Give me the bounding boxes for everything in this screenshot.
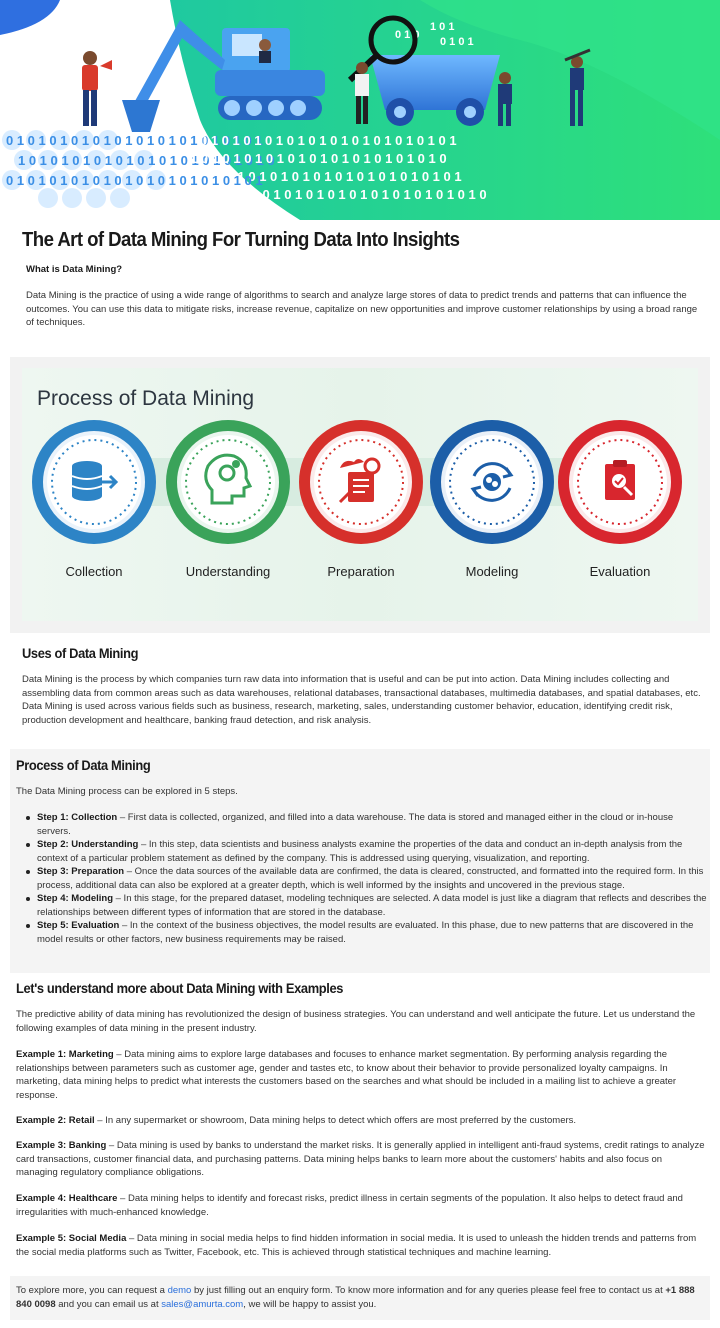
example-retail — [16, 1114, 706, 1128]
stage-label: Collection — [65, 564, 123, 579]
step-title: Step 2: Understanding — [37, 839, 139, 850]
svg-text:0 1 0 1 0 1 0 1 0 1 0 1 0 1 0: 0 1 0 1 0 1 0 1 0 1 0 1 0 1 0 1 0 1 0 1 0 1 0 1 — [6, 133, 263, 148]
stage-understanding — [166, 420, 290, 579]
list-item — [26, 892, 708, 919]
svg-text:0 1 0 1 0 1 0 1 0 1 0 1 0 1 0: 0 1 0 1 0 1 0 1 0 1 0 1 0 1 0 1 0 1 0 1 0 1 0 1 — [205, 169, 462, 184]
process-diagram — [22, 368, 698, 621]
contact-paragraph — [16, 1284, 704, 1311]
step-title: Step 5: Evaluation — [37, 920, 120, 931]
stage-collection — [32, 420, 156, 579]
list-item — [26, 919, 708, 946]
step-title: Step 4: Modeling — [37, 893, 113, 904]
process-steps-list — [26, 811, 708, 946]
step-title: Step 1: Collection — [37, 812, 118, 823]
list-item — [26, 811, 708, 838]
svg-text:0 1 0 1 0 1 0 1 0 1 0 1 0 1 0: 0 1 0 1 0 1 0 1 0 1 0 1 0 1 0 1 0 1 0 1 0 1 0 1 — [6, 173, 263, 188]
svg-text:1 0 1 0 1 0 1 0 1 0 1 0 1 0 1: 1 0 1 0 1 0 1 0 1 0 1 0 1 0 1 0 1 0 1 0 1 0 1 0 — [18, 153, 275, 168]
step-text: – Once the data sources of the available data are confirmed, the data is cleared, constructed, and formatted into the required form. In this process, additional data can also be explored at a greater depth, which is well informed by the insights and uncovered in the previous stage. — [37, 866, 704, 891]
step-text: – In this step, data scientists and business analysts examine the properties of the data and conduct an in-depth analysis from the context of a particular problem statement as defined by the company. This is addressed using querying, visualization, and reporting. — [37, 839, 683, 864]
contact-text: , we will be happy to assist you. — [243, 1298, 377, 1310]
hero-illustration — [0, 0, 720, 220]
what-is-heading: What is Data Mining? — [26, 264, 123, 275]
example-text: – Data mining helps to identify and forecast risks, predict illness in certain segments of the population. It also helps to detect fraud and irregularities with much-enhanced knowledge. — [16, 1193, 683, 1218]
checklist-magnifier-icon — [605, 460, 635, 500]
page-title: The Art of Data Mining For Turning Data Into Insights — [22, 229, 460, 251]
step-text: – In the context of the business objectives, the model results are evaluated. In this phase, due to new patterns that are discovered in the model results or other factors, new business requirements may be raised. — [37, 920, 694, 945]
example-title: Example 1: Marketing — [16, 1049, 114, 1060]
process-graphic — [22, 368, 698, 621]
examples-intro: The predictive ability of data mining has revolutionized the design of business strategies. You can understand and well anticipate the future. Let us understand the following examples of data mining in the present industry. — [16, 1009, 696, 1034]
examples-heading: Let's understand more about Data Mining with Examples — [16, 980, 344, 996]
graphic-title: Process of Data Mining — [37, 387, 255, 410]
example-text: – Data mining in social media helps to find hidden information in social media. It is used to unleash the hidden trends and patterns from the social media platforms such as Twitter, Facebook, etc. This is achieved through statistical techniques and machine learning. — [16, 1233, 697, 1258]
example-healthcare — [16, 1192, 706, 1219]
uses-paragraph: Data Mining is the process by which companies turn raw data into information that is useful and can be put into action. Data Mining includes collecting and assembling data from common areas such as data warehouses, relational databases, transactional databases, multimedia databases, and spatial databases, etc. Data Mining is used across various fields such as business, research, marketing, sales, understanding customer behavior, education, identifying credit risk, production development and healthcare, banking fraud detection, and risk analysis. — [22, 674, 701, 726]
svg-text:0 1 0 1: 0 1 0 1 — [440, 36, 474, 48]
step-text: – First data is collected, organized, and filled into a data warehouse. The data is stored and managed either in the cloud or in-house servers. — [37, 812, 674, 837]
stage-modeling — [430, 420, 554, 579]
stage-label: Understanding — [185, 564, 271, 579]
step-title: Step 3: Preparation — [37, 866, 125, 877]
demo-link[interactable]: demo — [167, 1285, 192, 1296]
example-title: Example 4: Healthcare — [16, 1193, 118, 1204]
process-graphic-frame — [10, 357, 710, 633]
svg-text:1 0 1 0 1 0 1 0 1 0 1 0 1 0 1: 1 0 1 0 1 0 1 0 1 0 1 0 1 0 1 0 1 0 1 0 1 0 1 0 — [190, 151, 447, 166]
list-item — [26, 865, 708, 892]
example-title: Example 5: Social Media — [16, 1233, 127, 1244]
example-text: – Data mining aims to explore large databases and focuses to enhance market segmentation. By performing analysis regarding the relationships between parameters such as customer age, gender and tastes etc, to know about their behavior to provide personalized loyalty campaigns. In marketing, data mining helps to predict what interests the customers based on the searches and what should be included in a mailing list to achieve a greater response. — [16, 1049, 677, 1101]
process-heading: Process of Data Mining — [16, 757, 151, 773]
stage-label: Modeling — [465, 564, 519, 579]
stage-preparation — [299, 420, 423, 579]
contact-text: To explore more, you can request a — [16, 1285, 168, 1296]
example-title: Example 2: Retail — [16, 1115, 95, 1126]
hero-banner — [0, 0, 720, 220]
example-title: Example 3: Banking — [16, 1140, 107, 1151]
stage-evaluation — [558, 420, 682, 579]
corner-shape — [0, 0, 60, 35]
example-marketing — [16, 1048, 706, 1102]
example-text: – In any supermarket or showroom, Data mining helps to detect which offers are most preferred by the customers. — [94, 1115, 577, 1126]
phone-number: +1 888 840 0098 — [16, 1285, 695, 1310]
contact-text: by just filling out an enquiry form. To know more information and for any queries please feel free to contact us at — [191, 1285, 666, 1296]
example-social-media — [16, 1232, 706, 1259]
svg-text:0 1 0 1 0 1 0 1 0 1 0 1 0 1 0: 0 1 0 1 0 1 0 1 0 1 0 1 0 1 0 1 0 1 0 1 0 1 0 1 — [200, 133, 457, 148]
process-intro: The Data Mining process can be explored in 5 steps. — [16, 786, 238, 797]
binary-digits — [2, 130, 487, 208]
list-item — [26, 838, 708, 865]
svg-text:1 0 1: 1 0 1 — [430, 21, 455, 33]
stage-label: Evaluation — [589, 564, 651, 579]
stage-label: Preparation — [327, 564, 395, 579]
email-link[interactable]: sales@amurta.com — [161, 1298, 244, 1310]
intro-paragraph: Data Mining is the practice of using a wide range of algorithms to search and analyze large stores of data to predict trends and patterns that can influence the outcomes. You can use this data to mitigate risks, increase revenue, capitalize on new opportunities and improve customer relationships by using a broad range of techniques. — [26, 290, 698, 328]
contact-text: and you can email us at — [55, 1298, 162, 1310]
example-banking — [16, 1139, 706, 1180]
example-text: – Data mining is used by banks to understand the market risks. It is generally applied in intelligent anti-fraud systems, credit ratings to analyze card transactions, customer financial data, and purchasing patterns. Data mining helps banks to learn more about the customers' habits and also focus on managing regulatory compliance obligations. — [16, 1140, 705, 1178]
uses-heading: Uses of Data Mining — [22, 645, 139, 661]
step-text: – In this stage, for the prepared dataset, modeling techniques are selected. A data model is just like a diagram that reflects and describes the relationships between different types of information that are stored in the database. — [37, 893, 707, 918]
svg-text:1 0 1 0 1 0 1 0 1 0 1 0 1 0 1: 1 0 1 0 1 0 1 0 1 0 1 0 1 0 1 0 1 0 1 0 1 0 1 0 — [230, 187, 487, 202]
svg-text:0 1 0: 0 1 0 — [395, 29, 420, 41]
